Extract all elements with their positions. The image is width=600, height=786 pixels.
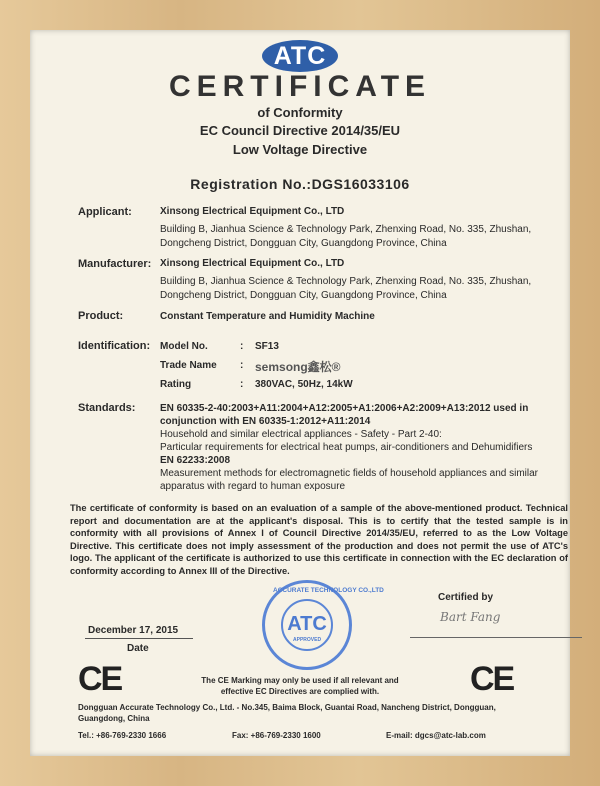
manufacturer-address-2: Dongcheng District, Dongguan City, Guangdong Province, China: [160, 290, 447, 301]
rating-value: 380VAC, 50Hz, 14kW: [255, 379, 353, 390]
applicant-address-1: Building B, Jianhua Science & Technology Park, Zhenxing Road, No. 335, Zhushan,: [160, 224, 532, 235]
product-value: Constant Temperature and Humidity Machine: [160, 311, 375, 322]
rating-label: Rating: [160, 379, 192, 390]
atc-approved-stamp: [262, 580, 384, 670]
atc-logo: ATC: [262, 40, 338, 72]
product-label: Product:: [78, 310, 124, 322]
trade-name-logo: semsong鑫松®: [255, 360, 341, 374]
certified-by-label: Certified by: [438, 592, 494, 603]
subtitle-directive: EC Council Directive 2014/35/EU: [199, 123, 401, 138]
applicant-label: Applicant:: [78, 206, 132, 218]
standard-line: Particular requirements for electrical heat pumps, air-conditioners and Dehumidifiers: [160, 442, 533, 453]
footer-email: E-mail: dgcs@atc-lab.com: [386, 731, 486, 740]
stamp-ring-text: ACCURATE TECHNOLOGY CO.,LTD: [273, 587, 384, 594]
signature: Bart Fang: [440, 610, 501, 624]
standard-line: conjunction with EN 60335-1:2012+A11:2014: [160, 416, 371, 427]
registration-number: Registration No.:DGS16033106: [190, 176, 410, 192]
date-line: [85, 638, 193, 639]
model-value: SF13: [255, 341, 279, 352]
manufacturer-label: Manufacturer:: [78, 258, 152, 270]
footer-address-2: Guangdong, China: [78, 714, 150, 723]
standard-line: apparatus with regard to human exposure: [160, 481, 346, 492]
standards-label: Standards:: [78, 402, 136, 414]
ce-note-2: effective EC Directives are complied with.: [220, 687, 380, 696]
model-label: Model No.: [160, 341, 208, 352]
standard-line: EN 60335-2-40:2003+A11:2004+A12:2005+A1:2006+A2:2009+A13:2012 used in: [160, 403, 529, 414]
manufacturer-address-1: Building B, Jianhua Science & Technology Park, Zhenxing Road, No. 335, Zhushan,: [160, 276, 532, 287]
stamp-center: ATC: [287, 613, 327, 635]
stamp-sub: APPROVED: [293, 637, 322, 643]
standard-line: EN 62233:2008: [160, 455, 231, 466]
model-colon: :: [240, 341, 244, 352]
certificate-title: CERTIFICATE: [168, 70, 432, 103]
ce-note-1: The CE Marking may only be used if all relevant and: [201, 676, 399, 685]
applicant-name: Xinsong Electrical Equipment Co., LTD: [160, 206, 345, 217]
date-label: Date: [127, 643, 149, 654]
rating-colon: :: [240, 379, 244, 390]
trade-colon: :: [240, 360, 244, 371]
trade-name-label: Trade Name: [160, 360, 217, 371]
manufacturer-name: Xinsong Electrical Equipment Co., LTD: [160, 258, 345, 269]
issue-date: December 17, 2015: [88, 625, 179, 636]
applicant-address-2: Dongcheng District, Dongguan City, Guangdong Province, China: [160, 238, 447, 249]
standard-line: Household and similar electrical appliances - Safety - Part 2-40:: [160, 429, 442, 440]
standard-line: Measurement methods for electromagnetic fields of household appliances and similar: [160, 468, 538, 479]
ce-mark-right: CE: [470, 660, 514, 698]
ce-mark-left: CE: [78, 660, 122, 698]
footer-tel: Tel.: +86-769-2330 1666: [78, 731, 167, 740]
signature-line: [410, 637, 582, 638]
footer-fax: Fax: +86-769-2330 1600: [232, 731, 321, 740]
footer-address-1: Dongguan Accurate Technology Co., Ltd. - No.345, Baima Block, Guantai Road, Nancheng District, Dongguan,: [78, 703, 496, 712]
subtitle-conformity: of Conformity: [257, 105, 343, 120]
subtitle-lvd: Low Voltage Directive: [232, 142, 368, 157]
identification-label: Identification:: [78, 340, 151, 352]
conformity-statement: The certificate of conformity is based on an evaluation of a sample of the above-mentioned product. Technical report and documentation are at the applicant's disposal. This is to certify that the tested sample is in conformity with all provisions of Annex I of Council Directive 2014/35/EU, referred to as the Low Voltage Directive. This certificate does not imply assessment of the production and does not permit the use of ATC's logo. The applicant of the certificate is authorized to use this certificate in connection with the EC declaration of conformity according to Annex III of the Directive.: [70, 503, 568, 576]
